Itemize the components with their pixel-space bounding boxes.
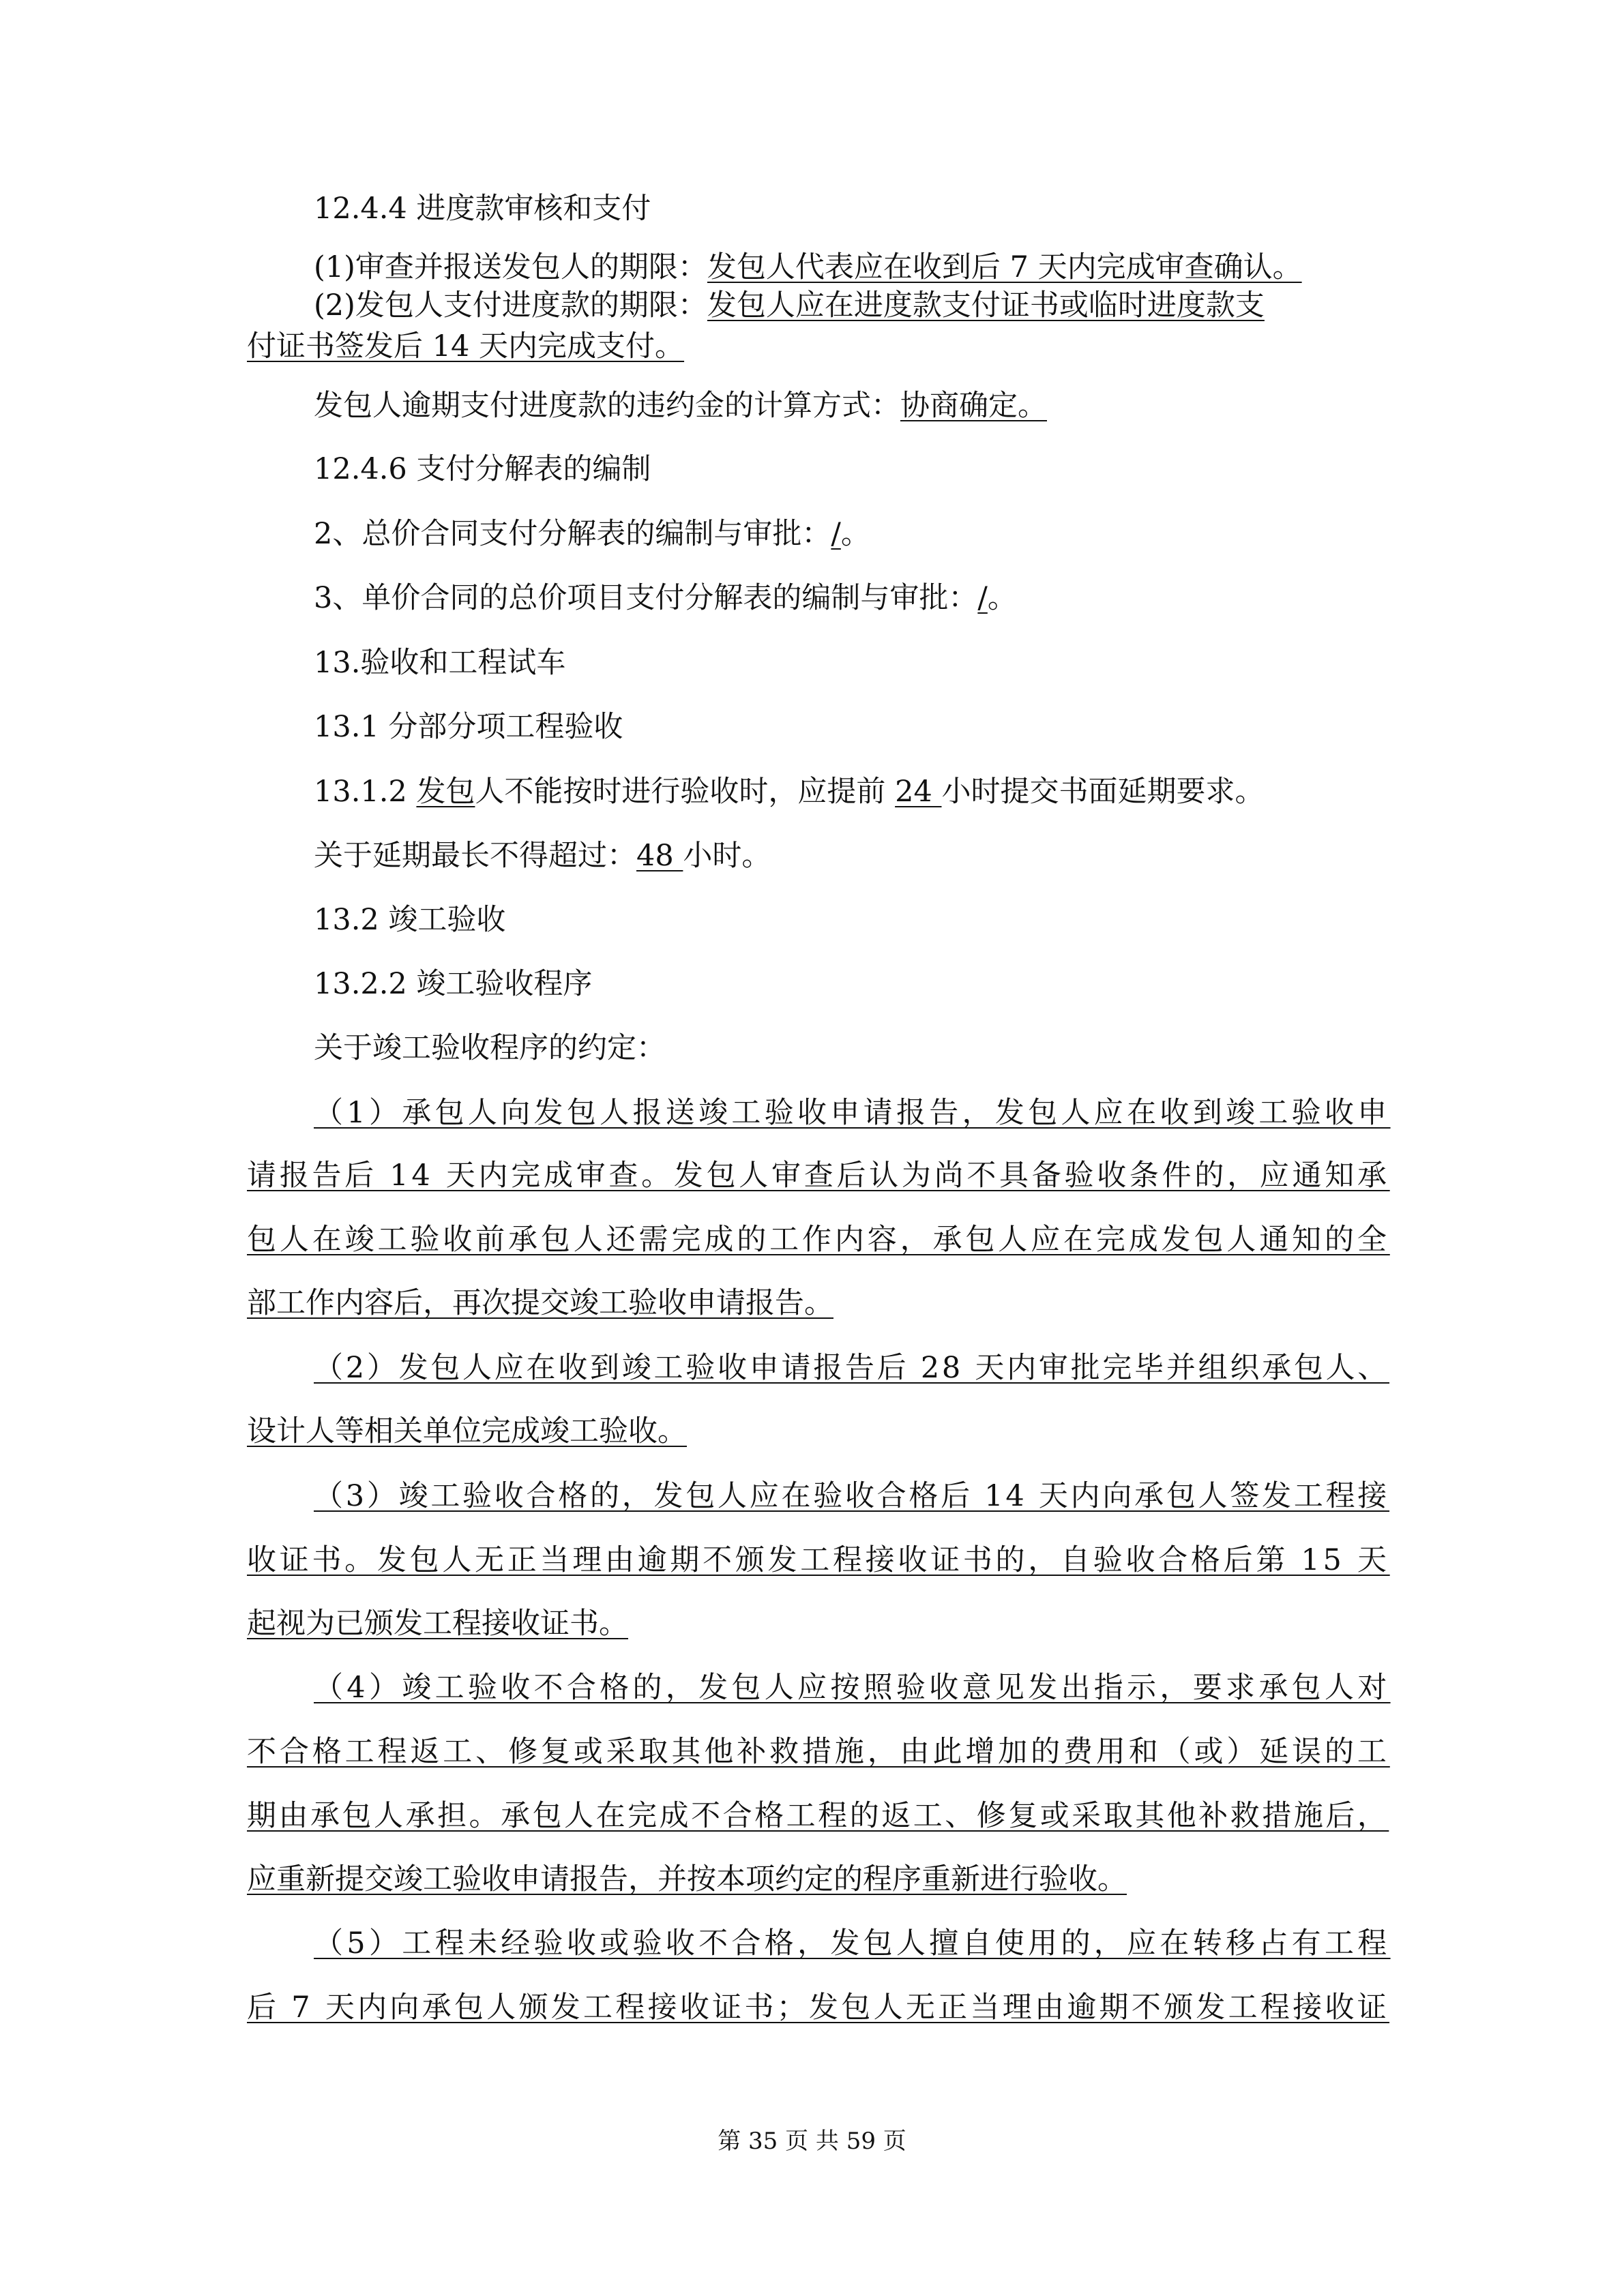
text-line <box>314 248 1302 286</box>
text-line <box>247 1412 687 1450</box>
text-segment: 关于竣工验收程序的约定： <box>314 1031 666 1065</box>
underlined-text: （4）竣工验收不合格的，发包人应按照验收意见发出指示，要求承包人对 <box>314 1671 1391 1705</box>
underlined-text: 包人在竣工验收前承包人还需完成的工作内容，承包人应在完成发包人通知的全 <box>247 1223 1390 1257</box>
text-segment: 3、单价合同的总价项目支付分解表的编制与审批： <box>314 581 978 615</box>
text-line <box>247 1541 1390 1579</box>
underlined-text: 后 7 天内向承包人颁发工程接收证书；发包人无正当理由逾期不颁发工程接收证 <box>247 1991 1390 2025</box>
text-line <box>314 837 771 875</box>
text-segment: 13.2.2 竣工验收程序 <box>314 967 593 1001</box>
underlined-text: 请报告后 14 天内完成审查。发包人审查后认为尚不具备验收条件的，应通知承 <box>247 1159 1390 1193</box>
underlined-text: / <box>831 517 841 551</box>
text-segment: 人不能按时进行验收时，应提前 <box>475 775 896 809</box>
text-line <box>314 515 870 553</box>
page-footer: 第 35 页 共 59 页 <box>718 2128 906 2155</box>
text-line <box>314 1094 1391 1132</box>
text-line <box>314 190 651 228</box>
underlined-text: 发包 <box>416 775 475 809</box>
text-line <box>314 901 505 939</box>
text-line <box>314 773 1265 811</box>
text-segment: 小时。 <box>683 839 771 873</box>
text-line <box>314 1349 1389 1387</box>
text-segment: 。 <box>840 517 870 551</box>
text-line <box>247 1733 1390 1771</box>
text-line <box>314 1029 666 1067</box>
underlined-text: 48 <box>636 839 683 873</box>
text-segment: (2)发包人支付进度款的期限： <box>314 288 707 323</box>
underlined-text: 发包人代表应在收到后 7 天内完成审查确认。 <box>707 250 1302 284</box>
underlined-text: 发包人应在进度款支付证书或临时进度款支 <box>707 288 1265 323</box>
underlined-text: 不合格工程返工、修复或采取其他补救措施，由此增加的费用和（或）延误的工 <box>247 1735 1390 1769</box>
text-line <box>247 1284 833 1322</box>
text-line <box>314 286 1265 325</box>
text-line <box>314 1924 1391 1963</box>
text-line <box>247 1605 628 1643</box>
text-segment: 关于延期最长不得超过： <box>314 839 636 873</box>
text-segment: 12.4.4 进度款审核和支付 <box>314 192 651 226</box>
text-segment: 13.1.2 <box>314 775 417 809</box>
underlined-text: （3）竣工验收合格的，发包人应在验收合格后 14 天内向承包人签发工程接 <box>314 1479 1390 1513</box>
text-line <box>247 327 684 366</box>
text-segment: 发包人逾期支付进度款的违约金的计算方式： <box>314 389 900 423</box>
underlined-text: 部工作内容后，再次提交竣工验收申请报告。 <box>247 1286 833 1320</box>
text-segment: 13.1 分部分项工程验收 <box>314 710 623 744</box>
text-line <box>247 1860 1127 1898</box>
text-line <box>247 1157 1390 1195</box>
text-line <box>314 708 623 746</box>
text-line <box>247 1221 1390 1259</box>
underlined-text: （1）承包人向发包人报送竣工验收申请报告，发包人应在收到竣工验收申 <box>314 1096 1391 1130</box>
text-segment: 。 <box>987 581 1017 615</box>
text-line <box>314 450 651 488</box>
text-line <box>247 1797 1389 1835</box>
text-segment: 13.2 竣工验收 <box>314 903 506 937</box>
underlined-text: / <box>977 581 988 615</box>
text-line <box>314 644 565 682</box>
underlined-text: 起视为已颁发工程接收证书。 <box>247 1607 628 1641</box>
underlined-text: 24 <box>895 775 942 809</box>
underlined-text: 协商确定。 <box>900 389 1047 423</box>
text-line <box>247 1988 1389 2027</box>
underlined-text: 期由承包人承担。承包人在完成不合格工程的返工、修复或采取其他补救措施后， <box>247 1799 1389 1833</box>
underlined-text: 设计人等相关单位完成竣工验收。 <box>247 1414 687 1448</box>
underlined-text: 收证书。发包人无正当理由逾期不颁发工程接收证书的，自验收合格后第 15 天 <box>247 1543 1390 1577</box>
underlined-text: （2）发包人应在收到竣工验收申请报告后 28 天内审批完毕并组织承包人、 <box>314 1351 1390 1385</box>
text-line <box>314 387 1047 425</box>
text-segment: 13.验收和工程试车 <box>314 646 566 680</box>
text-line <box>314 579 1017 617</box>
text-segment: 12.4.6 支付分解表的编制 <box>314 452 651 486</box>
text-segment: 2、总价合同支付分解表的编制与审批： <box>314 517 831 551</box>
underlined-text: 应重新提交竣工验收申请报告，并按本项约定的程序重新进行验收。 <box>247 1862 1127 1896</box>
text-segment: (1)审查并报送发包人的期限： <box>314 250 707 284</box>
underlined-text: 付证书签发后 14 天内完成支付。 <box>247 329 685 363</box>
text-line <box>314 1669 1391 1707</box>
underlined-text: （5）工程未经验收或验收不合格，发包人擅自使用的，应在转移占有工程 <box>314 1926 1391 1960</box>
text-line <box>314 1477 1389 1515</box>
text-line <box>314 965 592 1003</box>
text-segment: 小时提交书面延期要求。 <box>941 775 1265 809</box>
